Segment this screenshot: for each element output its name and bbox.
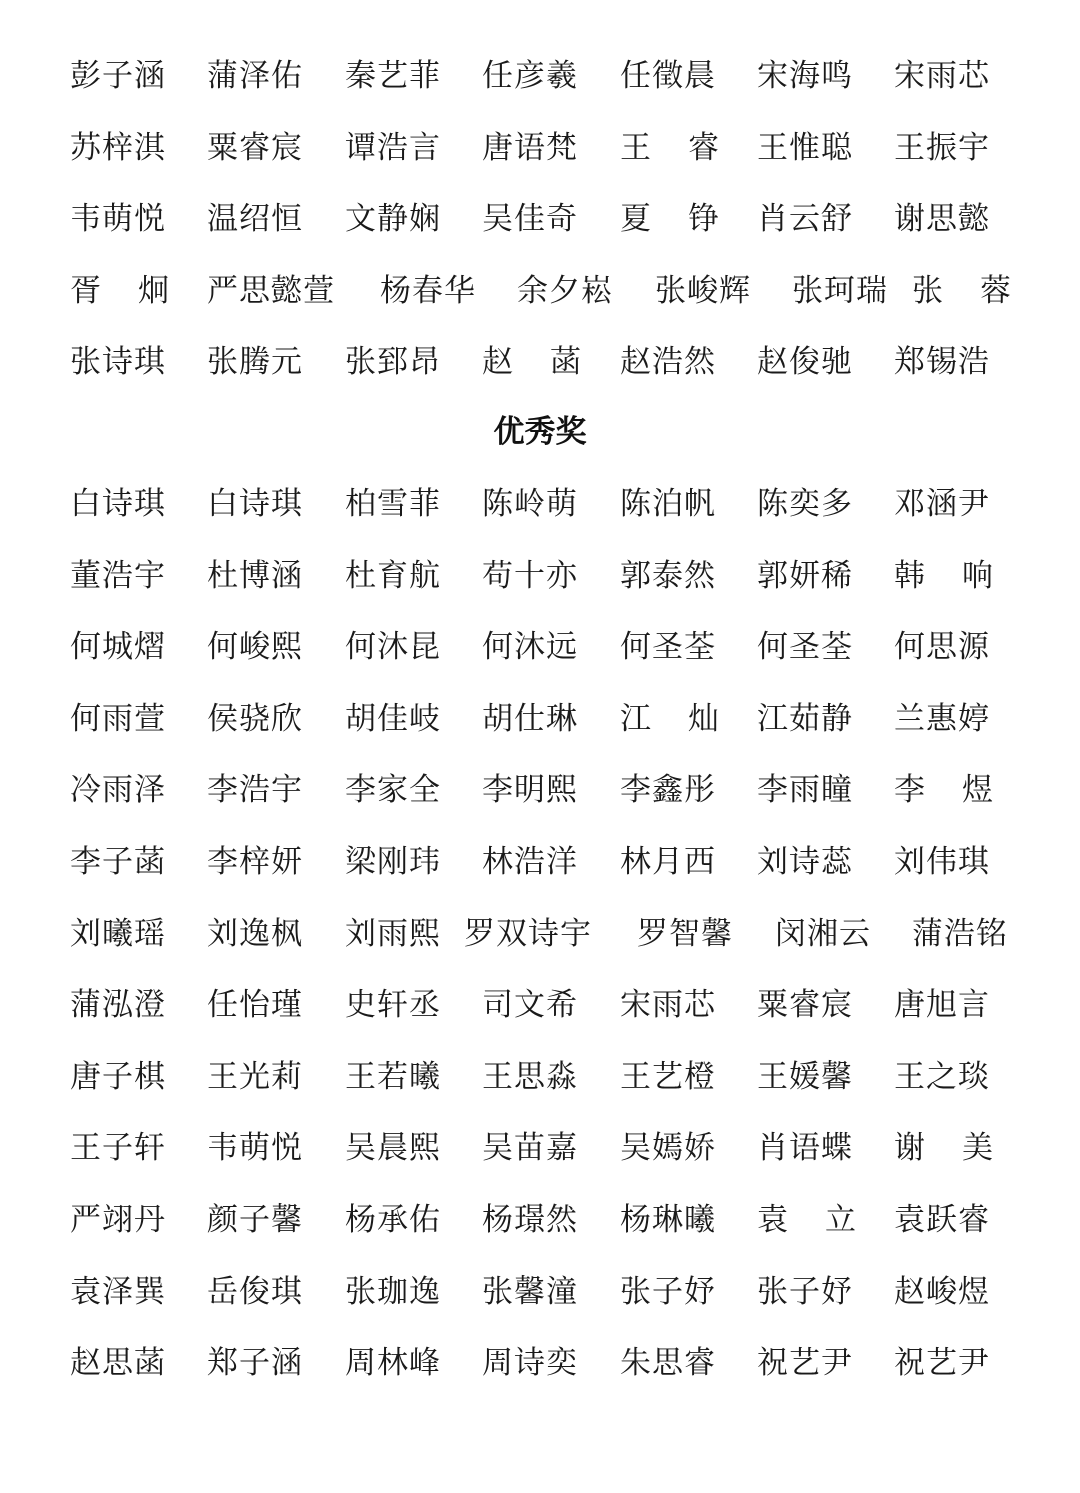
awardee-name: 郑锡浩	[894, 344, 990, 380]
name-row	[0, 1272, 1080, 1312]
awardee-name: 张馨潼	[482, 1273, 578, 1310]
awardee-name: 谭浩言	[345, 129, 441, 166]
awardee-name: 肖语蝶	[757, 1130, 853, 1167]
name-row	[0, 484, 1080, 524]
awardee-name: 唐子棋	[70, 1058, 166, 1095]
awardee-name: 袁跃睿	[894, 1202, 990, 1238]
awardee-name: 苟十亦	[482, 557, 578, 594]
awardee-name: 李梓妍	[207, 844, 303, 880]
awardee-name: 王之琰	[894, 1058, 990, 1095]
awardee-name: 周诗奕	[482, 1345, 578, 1382]
awardee-name: 杨琳曦	[620, 1202, 716, 1238]
awardee-name: 冷雨泽	[70, 772, 166, 809]
awardee-name: 何沐远	[482, 629, 578, 666]
name-row	[0, 1057, 1080, 1097]
awardee-name: 胡仕琳	[482, 700, 578, 737]
awardee-name: 王振宇	[894, 129, 990, 166]
awardee-name: 刘伟琪	[894, 844, 990, 880]
awardee-name: 司文希	[482, 987, 578, 1024]
awardee-name: 何峻熙	[207, 629, 303, 666]
awardee-name: 陈岭萌	[482, 486, 578, 522]
awardee-name: 李明熙	[482, 772, 578, 809]
awardee-name: 谢 美	[894, 1130, 994, 1167]
awardee-name: 张 蓉	[912, 272, 1012, 309]
awardee-name: 李雨瞳	[757, 772, 853, 809]
awardee-name: 任彦羲	[482, 58, 578, 94]
awardee-name: 夏 铮	[620, 201, 720, 237]
awardee-name: 彭子涵	[70, 58, 166, 94]
awardee-name: 蒲泽佑	[207, 58, 303, 94]
awardee-name: 侯骁欣	[207, 700, 303, 737]
awardee-name: 赵俊驰	[757, 344, 853, 380]
awardee-name: 严翊丹	[70, 1202, 166, 1238]
awardee-name: 唐语梵	[482, 129, 578, 166]
awardee-name: 粟睿宸	[207, 129, 303, 166]
awardee-name: 罗双诗宇	[464, 915, 592, 952]
awardee-name: 柏雪菲	[345, 486, 441, 522]
awardee-name: 唐旭言	[894, 987, 990, 1024]
awardee-name: 陈奕多	[757, 486, 853, 522]
awardee-name: 韩 响	[894, 557, 994, 594]
awardee-name: 刘曦瑶	[70, 915, 166, 952]
awardee-name: 袁泽巽	[70, 1273, 166, 1310]
awardee-name: 何城熠	[70, 629, 166, 666]
awardee-name: 张子妤	[757, 1273, 853, 1310]
awardee-name: 梁刚玮	[345, 844, 441, 880]
awardee-name: 江茹静	[757, 700, 853, 737]
awardee-name: 宋海鸣	[757, 58, 853, 94]
awardee-name: 王媛馨	[757, 1058, 853, 1095]
awardee-name: 周林峰	[345, 1345, 441, 1382]
awardee-name: 李子菡	[70, 844, 166, 880]
name-row	[0, 1343, 1080, 1383]
awardee-name: 白诗琪	[207, 486, 303, 522]
name-row	[0, 56, 1080, 96]
awardee-name: 林浩洋	[482, 844, 578, 880]
name-row	[0, 842, 1080, 882]
name-row	[0, 699, 1080, 739]
awardee-name: 张珈逸	[345, 1273, 441, 1310]
awardee-name: 刘逸枫	[207, 915, 303, 952]
awardee-name: 颜子馨	[207, 1202, 303, 1238]
name-row	[0, 556, 1080, 596]
awardee-name: 岳俊琪	[207, 1273, 303, 1310]
awardee-name: 王思淼	[482, 1058, 578, 1095]
awardee-name: 刘诗蕊	[757, 844, 853, 880]
awardee-name: 闵湘云	[775, 915, 871, 952]
awardee-name: 李鑫彤	[620, 772, 716, 809]
awardee-name: 韦萌悦	[70, 201, 166, 237]
awardee-name: 李家全	[345, 772, 441, 809]
name-row	[0, 627, 1080, 667]
awardee-name: 谢思懿	[894, 201, 990, 237]
awardee-name: 严思懿萱	[207, 272, 335, 309]
awardee-name: 李 煜	[894, 772, 994, 809]
awardee-name: 何沐昆	[345, 629, 441, 666]
name-row	[0, 914, 1080, 954]
awardee-name: 王 睿	[620, 129, 720, 166]
name-row	[0, 1128, 1080, 1168]
awardee-name: 朱思睿	[620, 1345, 716, 1382]
awardee-name: 张子妤	[620, 1273, 716, 1310]
awardee-name: 何圣荃	[620, 629, 716, 666]
awardee-name: 杨承佑	[345, 1202, 441, 1238]
awardee-name: 秦艺菲	[345, 58, 441, 94]
awardee-name: 李浩宇	[207, 772, 303, 809]
awardee-name: 胥 炯	[70, 272, 170, 309]
awardee-name: 白诗琪	[70, 486, 166, 522]
awardee-name: 张峻辉	[655, 272, 751, 309]
name-row	[0, 199, 1080, 239]
awardee-name: 袁 立	[757, 1202, 857, 1238]
awardee-name: 王子轩	[70, 1130, 166, 1167]
awardee-name: 文静娴	[345, 201, 441, 237]
name-row	[0, 342, 1080, 382]
awardee-name: 王惟聪	[757, 129, 853, 166]
awardee-name: 韦萌悦	[207, 1130, 303, 1167]
awardee-name: 何圣荃	[757, 629, 853, 666]
awardee-name: 任徵晨	[620, 58, 716, 94]
awardee-name: 祝艺尹	[757, 1345, 853, 1382]
awardee-name: 郭泰然	[620, 557, 716, 594]
awardee-name: 吴嫣娇	[620, 1130, 716, 1167]
awardee-name: 张珂瑞	[792, 272, 888, 309]
awardee-name: 兰惠婷	[894, 700, 990, 737]
awardee-name: 宋雨芯	[894, 58, 990, 94]
awardee-name: 赵浩然	[620, 344, 716, 380]
awardee-name: 肖云舒	[757, 201, 853, 237]
awardee-name: 陈泊帆	[620, 486, 716, 522]
awardee-name: 杜博涵	[207, 557, 303, 594]
awardee-name: 刘雨熙	[345, 915, 441, 952]
awardee-name: 董浩宇	[70, 557, 166, 594]
awardee-name: 吴晨熙	[345, 1130, 441, 1167]
name-row	[0, 128, 1080, 168]
section-title-excellence-award: 优秀奖	[493, 414, 587, 450]
awardee-name: 郑子涵	[207, 1345, 303, 1382]
name-row	[0, 985, 1080, 1025]
awardee-name: 张腾元	[207, 344, 303, 380]
awardee-name: 余夕崧	[517, 272, 613, 309]
awardee-name: 宋雨芯	[620, 987, 716, 1024]
awardee-name: 王艺橙	[620, 1058, 716, 1095]
awardee-name: 温绍恒	[207, 201, 303, 237]
awardee-name: 林月西	[620, 844, 716, 880]
awardee-name: 何思源	[894, 629, 990, 666]
awardee-name: 何雨萱	[70, 700, 166, 737]
awardee-name: 蒲浩铭	[912, 915, 1008, 952]
name-row	[0, 271, 1080, 311]
name-row	[0, 1200, 1080, 1240]
name-row	[0, 770, 1080, 810]
awardee-name: 杨璟然	[482, 1202, 578, 1238]
awardee-name: 邓涵尹	[894, 486, 990, 522]
awardee-name: 王光莉	[207, 1058, 303, 1095]
awardee-name: 吴佳奇	[482, 201, 578, 237]
awardee-name: 江 灿	[620, 700, 720, 737]
awardee-name: 王若曦	[345, 1058, 441, 1095]
awardee-name: 粟睿宸	[757, 987, 853, 1024]
awardee-name: 郭妍稀	[757, 557, 853, 594]
awardee-name: 蒲泓澄	[70, 987, 166, 1024]
awardee-name: 张诗琪	[70, 344, 166, 380]
awardee-name: 祝艺尹	[894, 1345, 990, 1382]
awardee-name: 胡佳岐	[345, 700, 441, 737]
awardee-name: 任怡瑾	[207, 987, 303, 1024]
awardee-name: 赵思菡	[70, 1345, 166, 1382]
awardee-name: 史轩丞	[345, 987, 441, 1024]
awardee-name: 罗智馨	[637, 915, 733, 952]
awardee-name: 杜育航	[345, 557, 441, 594]
awardee-name: 赵峻煜	[894, 1273, 990, 1310]
awardee-name: 吴苗嘉	[482, 1130, 578, 1167]
awardee-name: 杨春华	[380, 272, 476, 309]
awardee-name: 张郅昂	[345, 344, 441, 380]
awardee-name: 苏梓淇	[70, 129, 166, 166]
awardee-name: 赵 菡	[482, 344, 582, 380]
